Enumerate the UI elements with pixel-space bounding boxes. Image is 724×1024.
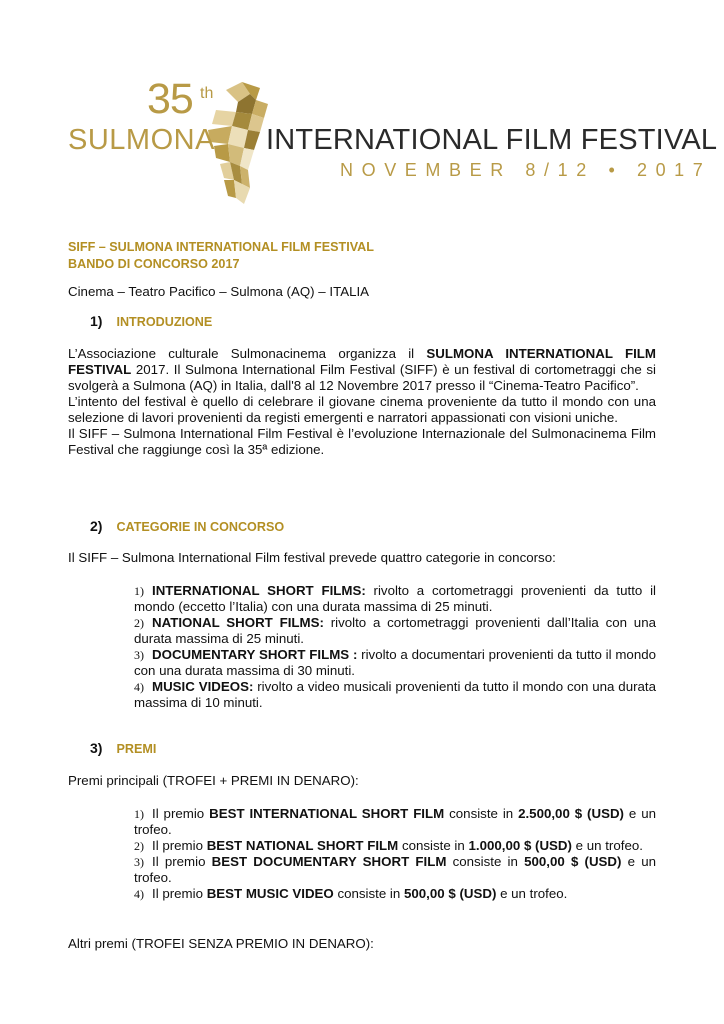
list-item	[134, 806, 656, 838]
festival-name: INTERNATIONAL FILM FESTIVAL	[266, 124, 718, 156]
list-item	[134, 679, 656, 711]
category-description: rivolto a cortometraggi provenienti dall’Italia con una durata massima di 25 minuti.	[134, 615, 656, 646]
section-heading-categorie	[90, 518, 284, 535]
prize-name: BEST MUSIC VIDEO	[206, 886, 334, 901]
prize-name: BEST DOCUMENTARY SHORT FILM	[211, 854, 447, 869]
prize-amount: 2.500,00 $ (USD)	[518, 806, 624, 821]
intro-text: L’Associazione culturale Sulmonacinema organizza il	[68, 346, 427, 361]
section-title: PREMI	[116, 742, 157, 756]
category-name: MUSIC VIDEOS:	[152, 679, 254, 694]
list-item	[134, 647, 656, 679]
prize-text: Il premio	[152, 886, 207, 901]
list-item	[134, 583, 656, 615]
prize-text: e un trofeo.	[496, 886, 568, 901]
list-number: 2)	[134, 616, 144, 630]
document-subtitle: BANDO DI CONCORSO 2017	[68, 257, 240, 271]
prize-amount: 500,00 $ (USD)	[403, 886, 497, 901]
section-number: 3)	[90, 740, 103, 756]
category-description: rivolto a video musicali provenienti da tutto il mondo con una durata massima di 10 minuti.	[134, 679, 656, 710]
festival-logo	[0, 0, 724, 230]
section-number: 1)	[90, 313, 103, 329]
section-heading-premi	[90, 740, 156, 757]
categories-intro: Il SIFF – Sulmona International Film festival prevede quattro categorie in concorso:	[68, 550, 556, 565]
prize-text: Il premio	[152, 854, 212, 869]
section-title: CATEGORIE IN CONCORSO	[116, 520, 285, 534]
list-item	[134, 886, 656, 902]
category-name: DOCUMENTARY SHORT FILMS :	[152, 647, 358, 662]
prize-name: BEST NATIONAL SHORT FILM	[206, 838, 399, 853]
prize-text: Il premio	[152, 838, 207, 853]
intro-text-cont: 2017. Il Sulmona International Film Festival (SIFF) è un festival di cortometraggi che si svolgerà a Sulmona (AQ) in Italia, dall'8 al 12 Novembre 2017 presso il “Cinema-Teatro Pacifico”.	[68, 362, 656, 393]
festival-dates: NOVEMBER 8/12 • 2017	[340, 160, 712, 180]
document-title: SIFF – SULMONA INTERNATIONAL FILM FESTIVAL	[68, 240, 374, 254]
intro-paragraph-1	[68, 346, 656, 394]
list-item	[134, 854, 656, 886]
other-prizes-intro: Altri premi (TROFEI SENZA PREMIO IN DENARO):	[68, 936, 374, 951]
city-name: SULMONA	[68, 124, 215, 156]
prize-text: consiste in	[333, 886, 404, 901]
category-name: NATIONAL SHORT FILMS:	[152, 615, 324, 630]
prize-text: e un trofeo.	[134, 854, 657, 885]
prize-text: consiste in	[398, 838, 469, 853]
intro-paragraphs	[68, 346, 656, 458]
prizes-intro: Premi principali (TROFEI + PREMI IN DENARO):	[68, 773, 359, 788]
prize-amount: 1.000,00 $ (USD)	[468, 838, 572, 853]
intro-paragraph-2: L’intento del festival è quello di celebrare il giovane cinema proveniente da tutto il mondo con una selezione di lavori provenienti da registi emergenti e narratori appassionati con visioni uniche.	[68, 394, 656, 425]
prize-amount: 500,00 $ (USD)	[524, 854, 622, 869]
prize-text: e un trofeo.	[571, 838, 643, 853]
prizes-list	[134, 806, 656, 902]
list-number: 1)	[134, 584, 144, 598]
prize-text: consiste in	[446, 854, 525, 869]
prize-text: consiste in	[444, 806, 519, 821]
categories-list	[134, 583, 656, 711]
intro-paragraph-3: Il SIFF – Sulmona International Film Festival è l’evoluzione Internazionale del Sulmonacinema Film Festival che raggiunge così la 35ª edizione.	[68, 426, 656, 457]
category-description: rivolto a documentari provenienti da tutto il mondo con una durata massima di 30 minuti.	[134, 647, 656, 678]
list-number: 4)	[134, 887, 144, 901]
section-number: 2)	[90, 518, 103, 534]
prize-name: BEST INTERNATIONAL SHORT FILM	[209, 806, 445, 821]
list-item	[134, 838, 656, 854]
list-number: 3)	[134, 648, 144, 662]
list-number: 3)	[134, 855, 144, 869]
festival-name-bold: SULMONA INTERNATIONAL FILM FESTIVAL	[68, 346, 656, 377]
prize-text: e un trofeo.	[134, 806, 656, 837]
prize-text: Il premio	[152, 806, 210, 821]
section-title: INTRODUZIONE	[116, 315, 213, 329]
category-description: rivolto a cortometraggi provenienti da tutto il mondo (eccetto l’Italia) con una durata massima di 25 minuti.	[134, 583, 656, 614]
section-heading-introduzione	[90, 313, 212, 330]
edition-suffix: th	[200, 85, 214, 102]
list-number: 4)	[134, 680, 144, 694]
list-item	[134, 615, 656, 647]
list-number: 1)	[134, 807, 144, 821]
list-number: 2)	[134, 839, 144, 853]
edition-number: 35	[147, 75, 193, 123]
category-name: INTERNATIONAL SHORT FILMS:	[152, 583, 366, 598]
venue-line: Cinema – Teatro Pacifico – Sulmona (AQ) – ITALIA	[68, 284, 370, 299]
